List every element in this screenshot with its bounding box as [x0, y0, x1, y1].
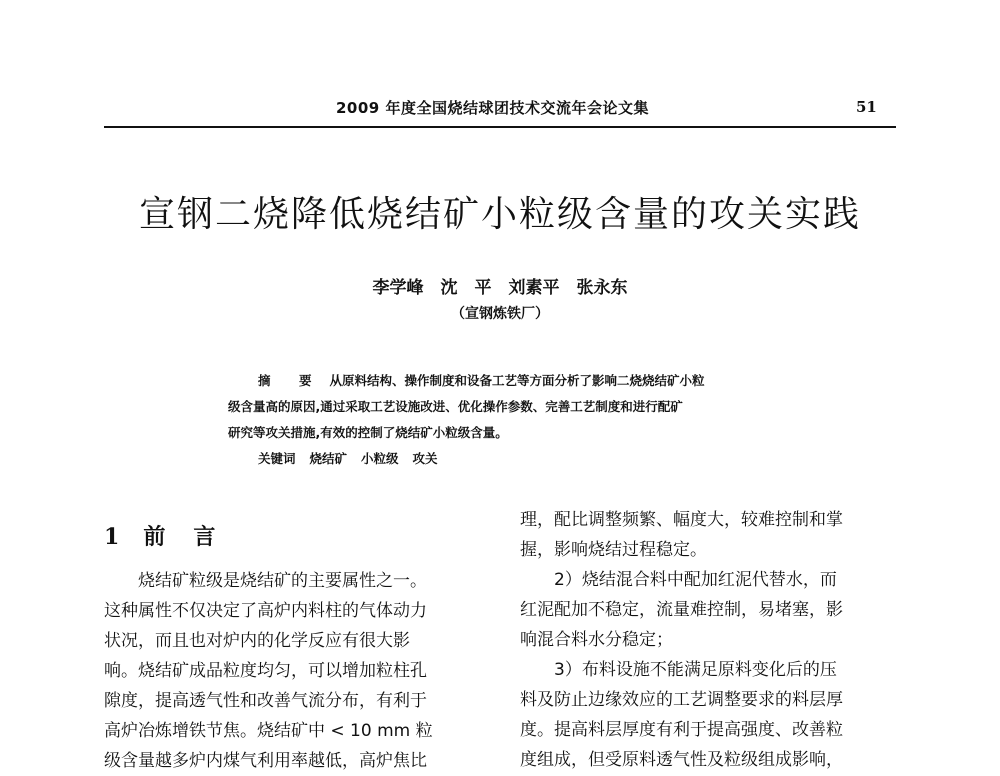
body-line: 2）烧结混合料中配加红泥代替水，而: [554, 570, 837, 590]
abstract-line-2: 级含量高的原因,通过采取工艺设施改进、优化操作参数、完善工艺制度和进行配矿: [228, 399, 683, 414]
abstract-line-3: 研究等攻关措施,有效的控制了烧结矿小粒级含量。: [228, 425, 508, 440]
abstract-label: 摘 要: [258, 373, 320, 388]
body-line: 握，影响烧结过程稳定。: [520, 540, 707, 560]
abstract-text-1: 从原料结构、操作制度和设备工艺等方面分析了影响二烧烧结矿小粒: [329, 373, 705, 388]
body-line: 3）布料设施不能满足原料变化后的压: [554, 660, 837, 680]
affiliation: （宣钢炼铁厂）: [451, 306, 549, 322]
body-line: 理，配比调整频繁、幅度大，较难控制和掌: [520, 510, 843, 530]
body-line: 隙度，提高透气性和改善气流分布，有利于: [104, 691, 427, 711]
body-line: 红泥配加不稳定，流量难控制，易堵塞，影: [520, 600, 843, 620]
body-line: 响混合料水分稳定；: [520, 630, 673, 650]
header-rule: [104, 126, 896, 128]
right-column: [520, 505, 900, 775]
section-title: 前言: [143, 524, 244, 550]
body-line: 级含量越多炉内煤气利用率越低，高炉焦比: [104, 751, 427, 771]
section-number: 1: [104, 524, 120, 550]
body-line: 状况，而且也对炉内的化学反应有很大影: [104, 631, 410, 651]
abstract-block: [228, 368, 788, 472]
abstract-line-1: [228, 368, 788, 394]
body-line: 度组成，但受原料透气性及粒级组成影响，: [520, 750, 843, 770]
keyword: 烧结矿: [309, 451, 348, 466]
keywords-label: 关键词: [258, 451, 296, 466]
authors: 李学峰 沈 平 刘素平 张永东: [372, 278, 628, 298]
running-header: 2009 年度全国烧结球团技术交流年会论文集: [336, 99, 649, 117]
keywords-line: [228, 446, 788, 472]
section-heading: [104, 520, 243, 551]
body-line: 响。烧结矿成品粒度均匀，可以增加粒柱孔: [104, 661, 427, 681]
left-column: [104, 566, 488, 776]
body-line: 度。提高料层厚度有利于提高强度、改善粒: [520, 720, 843, 740]
keyword: 小粒级: [361, 451, 399, 466]
body-line: 料及防止边缘效应的工艺调整要求的料层厚: [520, 690, 843, 710]
page-number: 51: [856, 98, 877, 116]
body-line: 烧结矿粒级是烧结矿的主要属性之一。: [138, 571, 427, 591]
keyword: 攻关: [412, 451, 438, 466]
body-line: 高炉冶炼增铁节焦。烧结矿中 < 10 mm 粒: [104, 721, 433, 741]
paper-title: 宣钢二烧降低烧结矿小粒级含量的攻关实践: [138, 194, 861, 235]
body-line: 这种属性不仅决定了高炉内料柱的气体动力: [104, 601, 427, 621]
